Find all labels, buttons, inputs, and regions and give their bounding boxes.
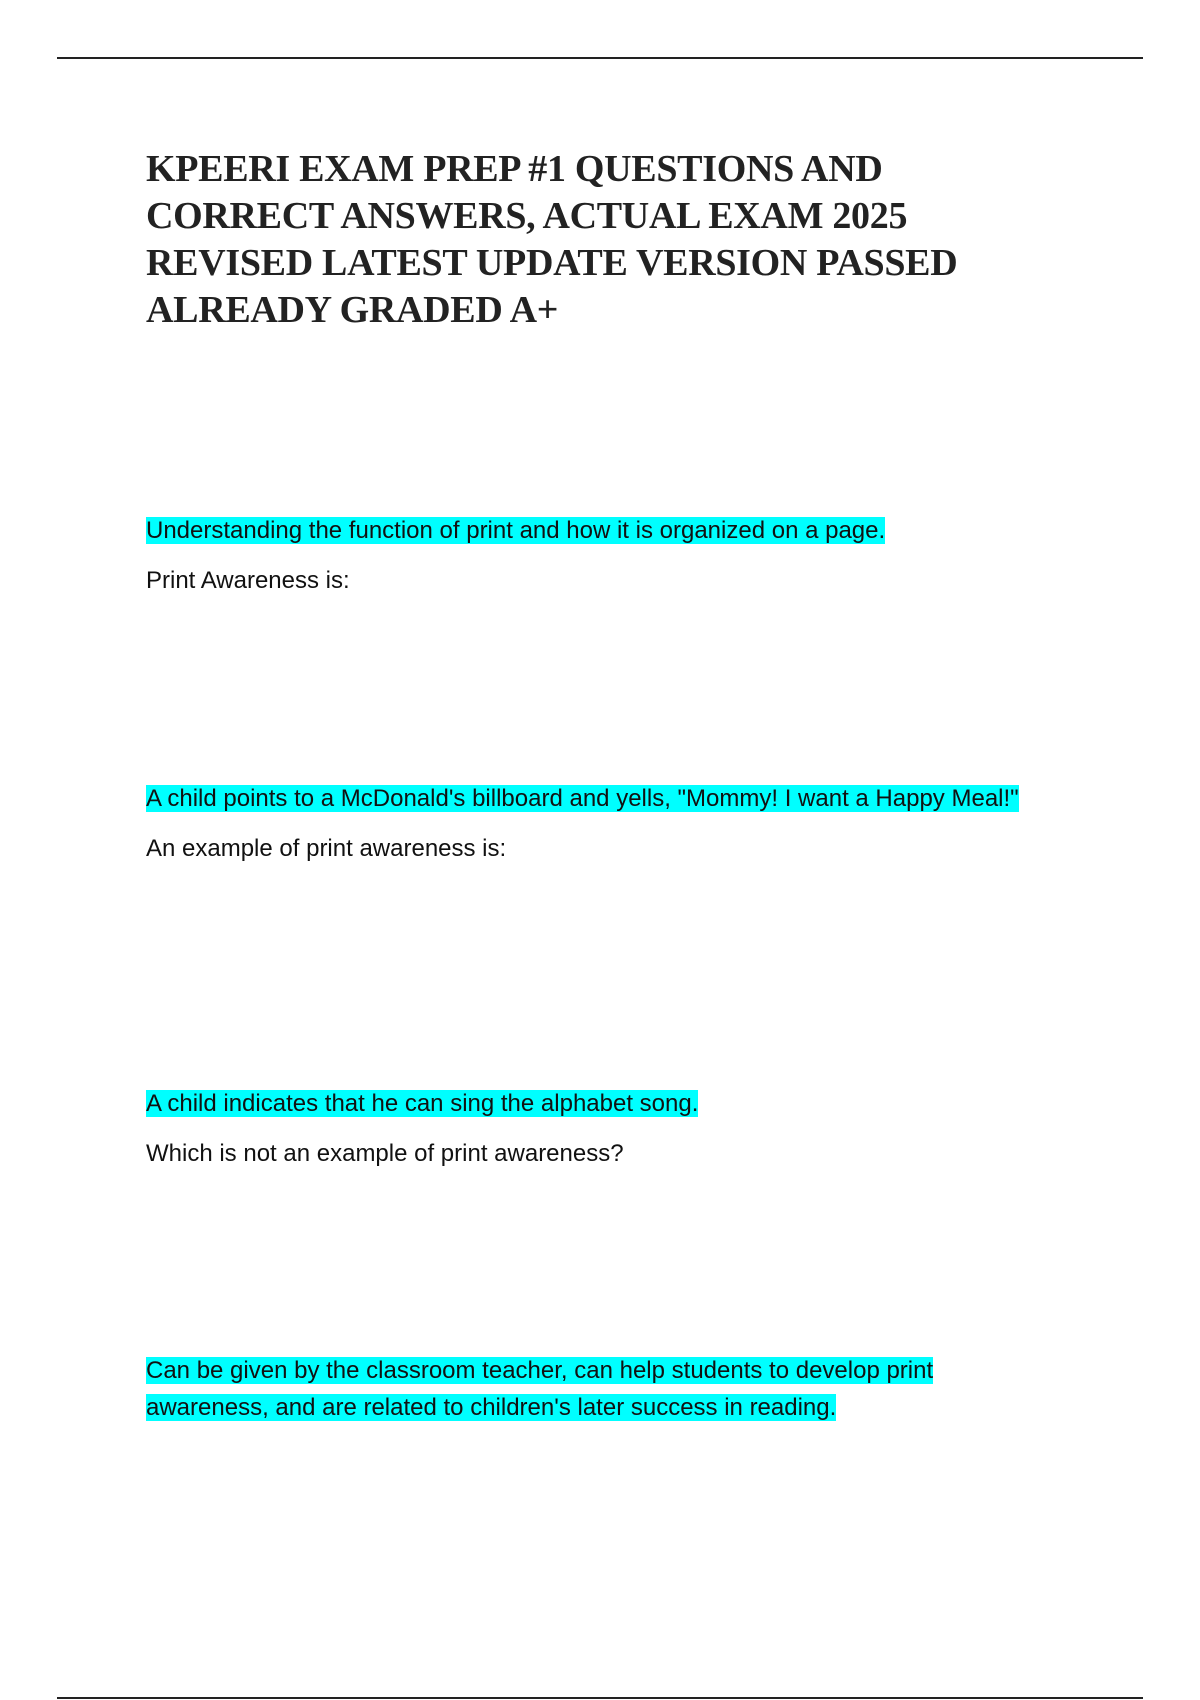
question-text: Print Awareness is:	[146, 567, 350, 594]
highlighted-answer	[146, 512, 1046, 549]
answer-text: Understanding the function of print and how it is organized on a page.	[146, 517, 886, 544]
qa-item-1	[146, 512, 1046, 598]
highlighted-answer	[146, 780, 1046, 817]
answer-text: A child points to a McDonald's billboard and yells, "Mommy! I want a Happy Meal!"	[146, 785, 1019, 812]
highlighted-answer	[146, 1085, 1046, 1122]
answer-text: Can be given by the classroom teacher, can help students to develop print awareness, and are related to children's later success in reading.	[146, 1357, 934, 1421]
bottom-rule	[57, 1697, 1143, 1699]
qa-item-3	[146, 1085, 1046, 1171]
answer-text: A child indicates that he can sing the alphabet song.	[146, 1090, 699, 1117]
top-rule	[57, 57, 1143, 59]
question-text: Which is not an example of print awareness?	[146, 1140, 624, 1167]
qa-item-2	[146, 780, 1046, 866]
document-title: KPEERI EXAM PREP #1 QUESTIONS AND CORRECT ANSWERS, ACTUAL EXAM 2025 REVISED LATEST UPDATE VERSION PASSED ALREADY GRADED A+	[146, 148, 958, 331]
qa-item-4	[146, 1352, 1046, 1426]
question-text: An example of print awareness is:	[146, 835, 507, 862]
highlighted-answer	[146, 1352, 1046, 1426]
